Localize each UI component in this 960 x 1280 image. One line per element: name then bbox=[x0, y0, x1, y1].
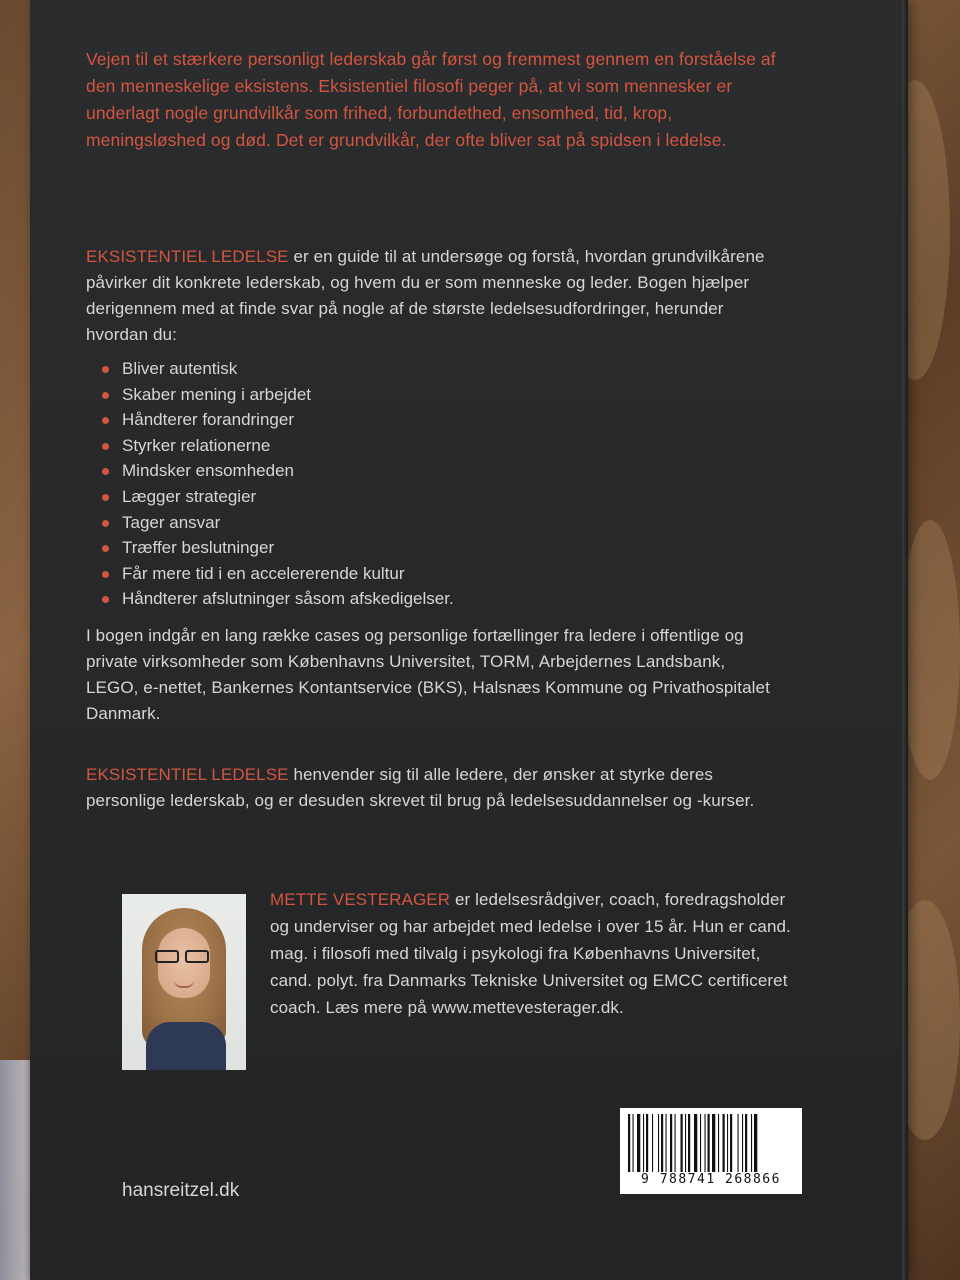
isbn-barcode bbox=[620, 1108, 802, 1194]
publisher-url: hansreitzel.dk bbox=[122, 1180, 240, 1201]
list-item: Styrker relationerne bbox=[100, 433, 454, 459]
description-paragraph bbox=[86, 244, 776, 348]
list-item: Bliver autentisk bbox=[100, 356, 454, 382]
list-item: Lægger strategier bbox=[100, 484, 454, 510]
list-item: Træffer beslutninger bbox=[100, 535, 454, 561]
author-photo bbox=[122, 894, 246, 1070]
isbn-number: 9 788741 268866 bbox=[641, 1172, 781, 1187]
author-bio bbox=[270, 886, 800, 1021]
book-edge bbox=[902, 0, 908, 1280]
topics-list bbox=[100, 356, 454, 612]
list-item: Håndterer forandringer bbox=[100, 407, 454, 433]
author-bio-text: er ledelsesrådgiver, coach, foredragsholder og underviser og har arbejdet med ledelse i over 15 år. Hun er cand. mag. i filosofi med tilvalg i psykologi fra Københavns Universitet, cand. polyt. fra Danmarks Tekniske Universitet og EMCC certificeret coach. Læs mere på www.mettevesterager.dk. bbox=[270, 890, 791, 1017]
list-item: Mindsker ensomheden bbox=[100, 458, 454, 484]
barcode-bars bbox=[628, 1114, 794, 1172]
book-title-mention: EKSISTENTIEL LEDELSE bbox=[86, 247, 289, 266]
author-name: METTE VESTERAGER bbox=[270, 890, 451, 909]
list-item: Får mere tid i en accelererende kultur bbox=[100, 561, 454, 587]
audience-paragraph bbox=[86, 762, 776, 814]
book-title-mention: EKSISTENTIEL LEDELSE bbox=[86, 765, 289, 784]
list-item: Skaber mening i arbejdet bbox=[100, 382, 454, 408]
intro-paragraph: Vejen til et stærkere personligt lederskab går først og fremmest gennem en forståelse af den menneskelige eksistens. Eksistentiel filosofi peger på, at vi som mennesker er underlagt nogle grundvilkår som frihed, forbundethed, ensomhed, tid, krop, meningsløshed og død. Det er grundvilkår, der ofte bliver sat på spidsen i ledelse. bbox=[86, 49, 776, 150]
audience-text: henvender sig til alle ledere, der ønsker at styrke deres personlige lederskab, og er desuden skrevet til brug på ledelsesuddannelser og -kurser. bbox=[86, 765, 755, 810]
list-item: Tager ansvar bbox=[100, 510, 454, 536]
cases-paragraph: I bogen indgår en lang række cases og personlige fortællinger fra ledere i offentlige og private virksomheder som Københavns Universitet, TORM, Arbejdernes Landsbank, LEGO, e-nettet, Bankernes Kontantservice (BKS), Halsnæs Kommune og Privathospitalet Danmark. bbox=[86, 626, 770, 723]
description-text: er en guide til at undersøge og forstå, hvordan grundvilkårene påvirker dit konkrete lederskab, og hvem du er som menneske og leder. Bogen hjælper derigennem med at finde svar på nogle af de største ledelsesudfordringer, herunder hvordan du: bbox=[86, 247, 765, 344]
list-item: Håndterer afslutninger såsom afskedigelser. bbox=[100, 586, 454, 612]
